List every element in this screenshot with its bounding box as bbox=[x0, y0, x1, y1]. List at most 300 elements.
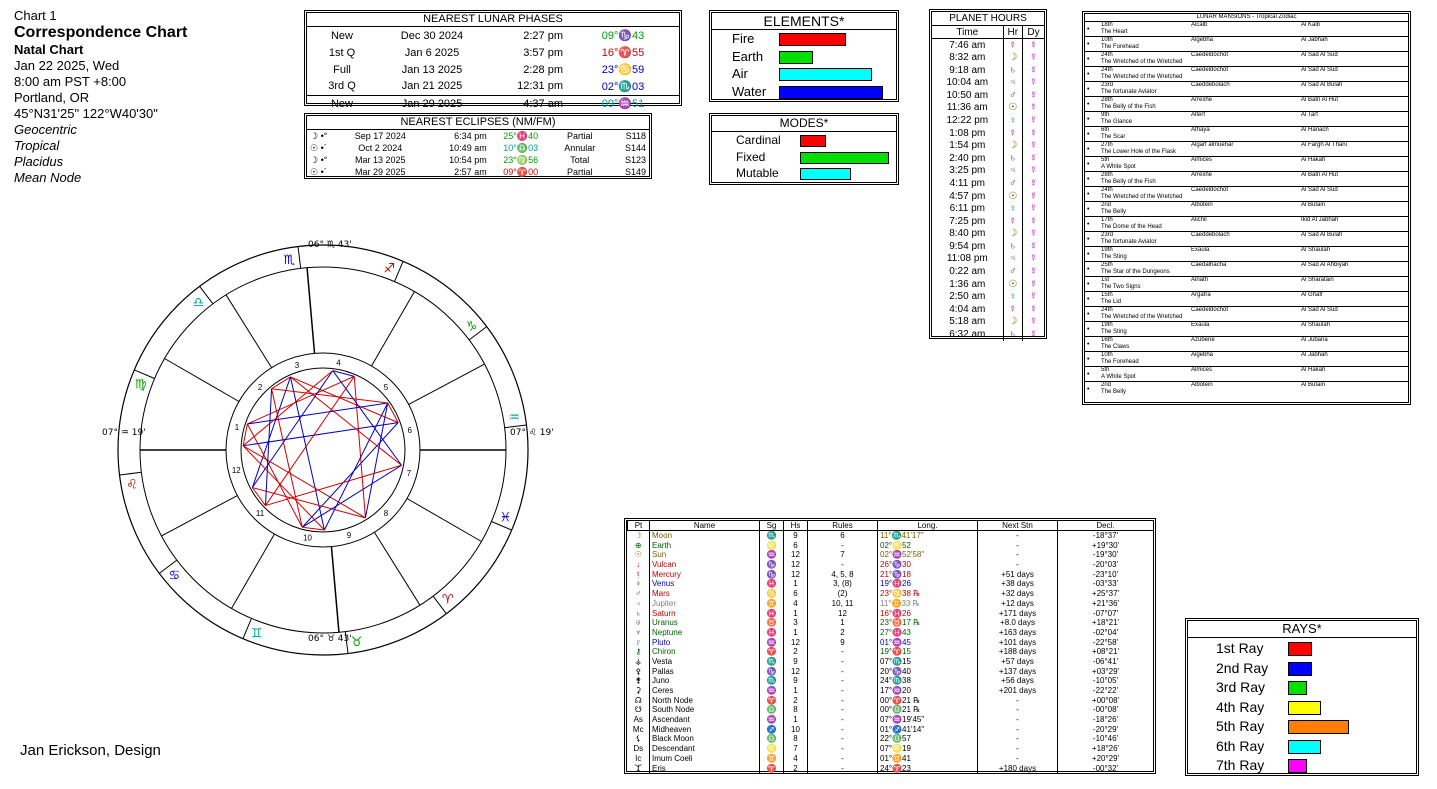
modes-panel bbox=[709, 113, 899, 185]
phase-time: 2:28 pm bbox=[523, 63, 563, 76]
mansion-arabic: Al Jubana bbox=[1301, 337, 1328, 343]
planet-glyph: As bbox=[633, 715, 643, 725]
eclipse-time: 10:54 pm bbox=[449, 155, 487, 165]
eclipse-kind: Annular bbox=[564, 143, 596, 153]
planet-name: Descendant bbox=[650, 744, 760, 754]
planet-glyph: Ic bbox=[635, 753, 642, 763]
planet-name: Moon bbox=[650, 531, 760, 541]
planet-glyph: ⚳ bbox=[635, 686, 642, 696]
planet-hours-title: PLANET HOURS bbox=[932, 12, 1044, 26]
hour-row bbox=[932, 265, 1044, 278]
house-number: 3 bbox=[294, 360, 300, 370]
day-planet: ☿ bbox=[1023, 51, 1044, 64]
planet-name: Venus bbox=[650, 579, 760, 589]
mansion-planet-icon: • bbox=[1087, 190, 1090, 198]
mansion-meaning: The Belly bbox=[1101, 209, 1127, 215]
planet-declination: -00°08' bbox=[1058, 705, 1154, 715]
planet-longitude: 24°♈23 bbox=[878, 763, 978, 773]
planet-glyph: ⊕ bbox=[634, 540, 642, 550]
day-planet: ☿ bbox=[1023, 102, 1044, 115]
mansion-arabic: Ikid Al Jabhah bbox=[1301, 217, 1339, 223]
mansion-name: Athaya bbox=[1191, 127, 1210, 133]
chart-date: Jan 22 2025, Wed bbox=[14, 58, 120, 73]
rays-label: 1st Ray bbox=[1216, 640, 1264, 656]
planet-glyph: ⚴ bbox=[635, 666, 642, 676]
mansion-row bbox=[1085, 292, 1408, 307]
planet-house: 1 bbox=[784, 579, 808, 589]
mansion-meaning: The Claws bbox=[1101, 344, 1130, 350]
mansion-row bbox=[1085, 22, 1408, 37]
mansion-row bbox=[1085, 142, 1408, 157]
planet-sign: ♏ bbox=[760, 531, 784, 541]
planet-rules: 6 bbox=[808, 531, 878, 541]
planet-house: 3 bbox=[784, 618, 808, 628]
mansion-arabic: Al Butain bbox=[1301, 382, 1326, 388]
hour-planet: ☽ bbox=[1003, 139, 1022, 152]
aspect-line bbox=[354, 376, 365, 517]
planet-glyph: ⚸ bbox=[635, 734, 642, 744]
planet-longitude: 01°♒45 bbox=[878, 637, 978, 647]
sign-divider bbox=[120, 472, 142, 475]
mansion-cell bbox=[1099, 247, 1408, 262]
elements-bar bbox=[779, 86, 883, 99]
eclipses-table bbox=[307, 130, 649, 178]
planet-rules: - bbox=[808, 715, 878, 725]
day-planet: ☿ bbox=[1023, 278, 1044, 291]
mansion-number: 16th bbox=[1101, 337, 1113, 343]
mansion-arabic: Al Sad Al Bulah bbox=[1301, 82, 1343, 88]
mansion-planet-icon: • bbox=[1087, 355, 1090, 363]
mansion-row bbox=[1085, 382, 1408, 397]
mansion-planet-icon: • bbox=[1087, 115, 1090, 123]
mansion-name: Azubene bbox=[1191, 337, 1215, 343]
day-planet: ☿ bbox=[1023, 202, 1044, 215]
hour-row bbox=[932, 202, 1044, 215]
phase-name: 1st Q bbox=[328, 46, 356, 59]
mansion-planet-icon: • bbox=[1087, 295, 1090, 303]
mansion-name: Caedeldochot bbox=[1191, 52, 1229, 58]
aspect-line bbox=[247, 403, 387, 424]
planet-next-station: - bbox=[978, 560, 1058, 570]
planet-next-station: - bbox=[978, 550, 1058, 560]
hour-row bbox=[932, 177, 1044, 190]
mansion-row bbox=[1085, 217, 1408, 232]
phase-date: Jan 13 2025 bbox=[401, 63, 463, 76]
mansion-name: Caedalhacha bbox=[1191, 262, 1227, 268]
planet-longitude: 11°♊33 ℞ bbox=[878, 599, 978, 609]
planet-next-station: - bbox=[978, 715, 1058, 725]
planet-name: Midheaven bbox=[650, 724, 760, 734]
eclipse-position: 23°♍56 bbox=[503, 154, 539, 165]
mansion-number: 24th bbox=[1101, 52, 1113, 58]
planet-row bbox=[628, 705, 1154, 715]
day-planet: ☿ bbox=[1023, 139, 1044, 152]
mansion-row bbox=[1085, 352, 1408, 367]
mansion-row bbox=[1085, 262, 1408, 277]
mansion-row bbox=[1085, 127, 1408, 142]
aspect-line bbox=[302, 527, 324, 530]
mansion-planet-icon: • bbox=[1087, 100, 1090, 108]
planet-house: 10 bbox=[784, 724, 808, 734]
mansion-cell bbox=[1099, 172, 1408, 187]
rays-bar bbox=[1288, 662, 1312, 676]
day-planet: ☿ bbox=[1023, 303, 1044, 316]
hour-planet: ♃ bbox=[1003, 76, 1022, 89]
rays-panel bbox=[1185, 618, 1419, 776]
mansion-meaning: The Belly of the Fish bbox=[1101, 104, 1156, 110]
planet-row bbox=[628, 715, 1154, 725]
mansion-number: 25th bbox=[1101, 262, 1113, 268]
chart-title: Correspondence Chart bbox=[14, 24, 188, 41]
hour-row bbox=[932, 240, 1044, 253]
modes-title: MODES* bbox=[712, 116, 896, 132]
planet-sign: ♓ bbox=[760, 628, 784, 638]
planet-declination: -20°03' bbox=[1058, 560, 1154, 570]
hour-planet: ♄ bbox=[1003, 328, 1022, 341]
lunar-phase-row bbox=[307, 44, 679, 61]
planet-longitude: 26°♑30 bbox=[878, 560, 978, 570]
modes-bar bbox=[800, 168, 851, 180]
eclipse-date: Oct 2 2024 bbox=[358, 143, 403, 153]
eclipse-row bbox=[307, 142, 649, 154]
planet-row bbox=[628, 637, 1154, 647]
planet-glyph: ☿ bbox=[635, 569, 642, 579]
hour-planet: ♄ bbox=[1003, 152, 1022, 165]
planet-longitude: 00°♎21 ℞ bbox=[878, 705, 978, 715]
mansion-planet-icon: • bbox=[1087, 145, 1090, 153]
mansion-number: 15th bbox=[1101, 292, 1113, 298]
planet-glyph: ♃ bbox=[635, 598, 642, 608]
planet-declination: -23°10' bbox=[1058, 569, 1154, 579]
cusp-degree-label: 06° ♏ 43' bbox=[308, 240, 352, 250]
elements-label: Earth bbox=[732, 48, 764, 64]
planet-declination: -20°29' bbox=[1058, 724, 1154, 734]
planet-row bbox=[628, 657, 1154, 667]
planet-name: Vesta bbox=[650, 657, 760, 667]
planet-name: Imum Coeli bbox=[650, 754, 760, 764]
mansion-number: 19th bbox=[1101, 322, 1113, 328]
mansion-row bbox=[1085, 82, 1408, 97]
planet-next-station: +56 days bbox=[978, 676, 1058, 686]
planet-next-station: - bbox=[978, 695, 1058, 705]
hour-time: 11:36 am bbox=[946, 102, 988, 114]
planet-glyph: ⚶ bbox=[634, 656, 642, 666]
planet-declination: +18°26' bbox=[1058, 744, 1154, 754]
planet-next-station: +188 days bbox=[978, 647, 1058, 657]
planet-rules: 9 bbox=[808, 637, 878, 647]
mansion-meaning: The Lower Hole of the Flask bbox=[1101, 149, 1177, 155]
planet-declination: -03°33' bbox=[1058, 579, 1154, 589]
mansion-number: 19th bbox=[1101, 247, 1113, 253]
mansion-meaning: A White Spot bbox=[1101, 374, 1136, 380]
house-number: 7 bbox=[406, 469, 412, 479]
mansion-row bbox=[1085, 307, 1408, 322]
planet-next-station: - bbox=[978, 734, 1058, 744]
day-planet: ☿ bbox=[1023, 190, 1044, 203]
mansion-name: Caeddebolach bbox=[1191, 232, 1230, 238]
hour-row bbox=[932, 303, 1044, 316]
rays-bar bbox=[1288, 740, 1321, 754]
hour-planet: ☽ bbox=[1003, 316, 1022, 329]
eclipse-kind: Partial bbox=[567, 167, 593, 177]
chart-time: 8:00 am PST +8:00 bbox=[14, 74, 127, 89]
day-planet: ☿ bbox=[1023, 253, 1044, 266]
house-number: 9 bbox=[346, 531, 352, 541]
day-planet: ☿ bbox=[1023, 215, 1044, 228]
planet-sign: ♉ bbox=[760, 618, 784, 628]
planet-declination: -10°46' bbox=[1058, 734, 1154, 744]
planet-glyph: ♆ bbox=[635, 627, 642, 637]
planet-declination: +21°36' bbox=[1058, 599, 1154, 609]
mansion-planet-icon: • bbox=[1087, 85, 1090, 93]
planet-rules: - bbox=[808, 560, 878, 570]
mansion-arabic: Al Sad Al Sud bbox=[1301, 67, 1338, 73]
rays-label: 5th Ray bbox=[1216, 718, 1265, 734]
lunar-phases-title: NEAREST LUNAR PHASES bbox=[307, 13, 679, 27]
hour-row bbox=[932, 127, 1044, 140]
hour-planet: ☽ bbox=[1003, 228, 1022, 241]
mansion-cell bbox=[1099, 217, 1408, 232]
mansion-number: 28th bbox=[1101, 172, 1113, 178]
hour-planet: ☉ bbox=[1003, 102, 1022, 115]
lunar-phase-row bbox=[307, 27, 679, 44]
mansion-planet-icon: • bbox=[1087, 55, 1090, 63]
planet-table-header: Pt bbox=[628, 521, 650, 531]
planet-declination: -06°41' bbox=[1058, 657, 1154, 667]
elements-label: Fire bbox=[732, 31, 755, 46]
mansion-number: 10th bbox=[1101, 352, 1113, 358]
hour-row bbox=[932, 215, 1044, 228]
house-number: 5 bbox=[383, 383, 389, 393]
hours-header: Dy bbox=[1023, 26, 1044, 39]
mansion-arabic: Al Batn Al Hut bbox=[1301, 172, 1339, 178]
eclipse-date: Sep 17 2024 bbox=[354, 131, 406, 141]
eclipse-time: 6:34 pm bbox=[454, 131, 487, 141]
planet-name: Eris bbox=[650, 763, 760, 773]
phase-position: 23°♋59 bbox=[601, 64, 645, 76]
mansion-meaning: The Forehead bbox=[1101, 359, 1139, 365]
planet-rules: - bbox=[808, 705, 878, 715]
planet-rules: - bbox=[808, 695, 878, 705]
setting-2: Tropical bbox=[14, 138, 60, 153]
mansion-arabic: Al Batn Al Hut bbox=[1301, 97, 1339, 103]
lunar-mansions-panel bbox=[1082, 11, 1411, 405]
phase-name: New bbox=[330, 29, 353, 42]
mansion-cell bbox=[1099, 127, 1408, 142]
mansion-arabic: Al Hakah bbox=[1301, 367, 1326, 373]
phase-position: 09°♑43 bbox=[601, 30, 645, 42]
phase-name: Full bbox=[333, 63, 351, 76]
eclipse-date: Mar 13 2025 bbox=[355, 155, 406, 165]
elements-bar bbox=[779, 68, 872, 81]
day-planet: ☿ bbox=[1023, 89, 1044, 102]
hour-row bbox=[932, 290, 1044, 303]
hour-row bbox=[932, 165, 1044, 178]
mansion-meaning: The Star of the Dungeons bbox=[1101, 269, 1170, 275]
hour-time: 8:40 pm bbox=[949, 228, 986, 240]
hour-planet: ♃ bbox=[1003, 165, 1022, 178]
planet-glyph: ♂ bbox=[635, 589, 642, 599]
planet-next-station: +51 days bbox=[978, 569, 1058, 579]
eclipse-time: 2:57 am bbox=[454, 167, 487, 177]
planet-glyph: Ds bbox=[633, 744, 644, 754]
mansion-meaning: The fortunate Aviator bbox=[1101, 239, 1157, 245]
planet-glyph: ♀ bbox=[635, 579, 642, 589]
planet-longitude: 21°♑18 bbox=[878, 569, 978, 579]
mansion-number: 6th bbox=[1101, 127, 1110, 133]
mansion-cell bbox=[1099, 82, 1408, 97]
planet-table-header: Decl. bbox=[1058, 521, 1154, 531]
planet-next-station: +101 days bbox=[978, 637, 1058, 647]
lunar-phases-table bbox=[307, 27, 679, 112]
mansion-planet-icon: • bbox=[1087, 235, 1090, 243]
planet-table-header: Long. bbox=[878, 521, 978, 531]
mansion-arabic: Al Butain bbox=[1301, 202, 1326, 208]
planet-row bbox=[628, 744, 1154, 754]
hour-planet: ♄ bbox=[1003, 64, 1022, 77]
rays-bar bbox=[1288, 720, 1349, 734]
planet-row bbox=[628, 734, 1154, 744]
mansion-arabic: Al Fargh Al Thani bbox=[1301, 142, 1347, 148]
mansion-arabic: Al Jabhah bbox=[1301, 37, 1328, 43]
day-planet: ☿ bbox=[1023, 152, 1044, 165]
hour-row bbox=[932, 328, 1044, 341]
mansion-cell bbox=[1099, 262, 1408, 277]
planet-sign: ♓ bbox=[760, 608, 784, 618]
planet-name: Sun bbox=[650, 550, 760, 560]
planet-sign: ♈ bbox=[760, 647, 784, 657]
mansion-arabic: Al Sad Al Ahbiyah bbox=[1301, 262, 1349, 268]
planet-glyph: ☉ bbox=[634, 550, 642, 560]
mansion-meaning: The Wretched of the Wretched bbox=[1101, 314, 1183, 320]
planet-next-station: +8.0 days bbox=[978, 618, 1058, 628]
mansion-row bbox=[1085, 367, 1408, 382]
hour-time: 8:32 am bbox=[949, 51, 986, 63]
house-cusp-line bbox=[331, 547, 338, 633]
chart-coords: 45°N31'25" 122°W40'30" bbox=[14, 106, 158, 121]
mansion-cell bbox=[1099, 337, 1408, 352]
hour-planet: ♀ bbox=[1003, 114, 1022, 127]
day-planet: ☿ bbox=[1023, 316, 1044, 329]
day-planet: ☿ bbox=[1023, 265, 1044, 278]
mansion-arabic: Al Sad Al Sud bbox=[1301, 307, 1338, 313]
planet-rules: - bbox=[808, 744, 878, 754]
planet-table-header: Name bbox=[650, 521, 760, 531]
hour-time: 4:57 pm bbox=[949, 190, 986, 202]
planet-next-station: +12 days bbox=[978, 599, 1058, 609]
zodiac-sign-glyph: ♑ bbox=[465, 319, 478, 335]
planet-next-station: - bbox=[978, 705, 1058, 715]
planet-glyph: ⚷ bbox=[635, 647, 642, 657]
mansion-cell bbox=[1099, 352, 1408, 367]
mansion-arabic: Al Jabhah bbox=[1301, 352, 1328, 358]
planet-glyph: ☽ bbox=[634, 531, 642, 541]
planet-name: Pluto bbox=[650, 637, 760, 647]
chart-place: Portland, OR bbox=[14, 90, 90, 105]
setting-3: Placidus bbox=[14, 154, 64, 169]
planet-row bbox=[628, 599, 1154, 609]
planet-sign: ♊ bbox=[760, 754, 784, 764]
day-planet: ☿ bbox=[1023, 165, 1044, 178]
phase-date: Jan 6 2025 bbox=[404, 46, 460, 59]
hour-time: 7:25 pm bbox=[949, 215, 986, 227]
phase-date: Jan 21 2025 bbox=[401, 80, 463, 93]
planet-sign: ♑ bbox=[760, 569, 784, 579]
planet-row bbox=[628, 618, 1154, 628]
planet-sign: ♌ bbox=[760, 540, 784, 550]
mansion-meaning: The Belly bbox=[1101, 389, 1127, 395]
planet-row bbox=[628, 628, 1154, 638]
mansion-meaning: The Dome of the Head bbox=[1101, 224, 1162, 230]
planet-next-station: +38 days bbox=[978, 579, 1058, 589]
mansion-row bbox=[1085, 202, 1408, 217]
planet-declination: +20°29' bbox=[1058, 754, 1154, 764]
planet-name: North Node bbox=[650, 695, 760, 705]
mansion-meaning: The Wretched of the Wretched bbox=[1101, 74, 1183, 80]
hour-row bbox=[932, 89, 1044, 102]
house-cusp-line bbox=[372, 292, 415, 366]
house-number: 10 bbox=[303, 533, 312, 543]
eclipse-type-icon: ☉ •´ bbox=[310, 166, 327, 177]
planet-longitude: 19°♓26 bbox=[878, 579, 978, 589]
planet-declination: -18°26' bbox=[1058, 715, 1154, 725]
modes-bar bbox=[800, 135, 826, 147]
hour-row bbox=[932, 39, 1044, 52]
zodiac-sign-glyph: ♈ bbox=[441, 592, 454, 608]
planet-name: Earth bbox=[650, 540, 760, 550]
planet-longitude: 24°♏38 bbox=[878, 676, 978, 686]
planet-glyph: Mc bbox=[632, 724, 644, 734]
hour-planet: ♀ bbox=[1003, 290, 1022, 303]
zodiac-sign-glyph: ♎ bbox=[192, 295, 205, 311]
elements-title: ELEMENTS* bbox=[712, 13, 896, 30]
zodiac-sign-glyph: ♓ bbox=[499, 510, 512, 526]
modes-bar bbox=[800, 152, 889, 164]
mansion-arabic: Al Hakah bbox=[1301, 157, 1326, 163]
hour-planet: ☉ bbox=[1003, 278, 1022, 291]
mansion-arabic: Al Shaulah bbox=[1301, 322, 1331, 328]
planet-row bbox=[628, 579, 1154, 589]
phase-date: Jan 29 2025 bbox=[401, 97, 463, 110]
hour-row bbox=[932, 76, 1044, 89]
planet-house: 9 bbox=[784, 676, 808, 686]
day-planet: ☿ bbox=[1023, 290, 1044, 303]
hour-planet: ♄ bbox=[1003, 240, 1022, 253]
hours-header: Time bbox=[956, 26, 979, 38]
mansion-cell bbox=[1099, 202, 1408, 217]
hour-planet: ☿ bbox=[1003, 303, 1022, 316]
mansion-planet-icon: • bbox=[1087, 340, 1090, 348]
mansion-number: 5th bbox=[1101, 367, 1110, 373]
planet-house: 4 bbox=[784, 599, 808, 609]
hour-time: 0:22 am bbox=[949, 266, 986, 278]
mansion-cell bbox=[1099, 157, 1408, 172]
mansion-number: 24th bbox=[1101, 67, 1113, 73]
mansion-name: Algebha bbox=[1191, 37, 1214, 43]
planet-longitude: 16°♓26 bbox=[878, 608, 978, 618]
planet-table-header: Rules bbox=[808, 521, 878, 531]
zodiac-sign-glyph: ♏ bbox=[283, 252, 296, 268]
mansion-cell bbox=[1099, 307, 1408, 322]
planet-rules: 3, (8) bbox=[808, 579, 878, 589]
planet-row bbox=[628, 763, 1154, 773]
phase-time: 12:31 pm bbox=[517, 80, 563, 93]
hour-time: 7:46 am bbox=[949, 39, 986, 51]
planet-rules: - bbox=[808, 666, 878, 676]
mansion-meaning: The Sting bbox=[1101, 254, 1127, 260]
planet-sign: ♋ bbox=[760, 589, 784, 599]
hour-time: 4:11 pm bbox=[949, 177, 985, 189]
